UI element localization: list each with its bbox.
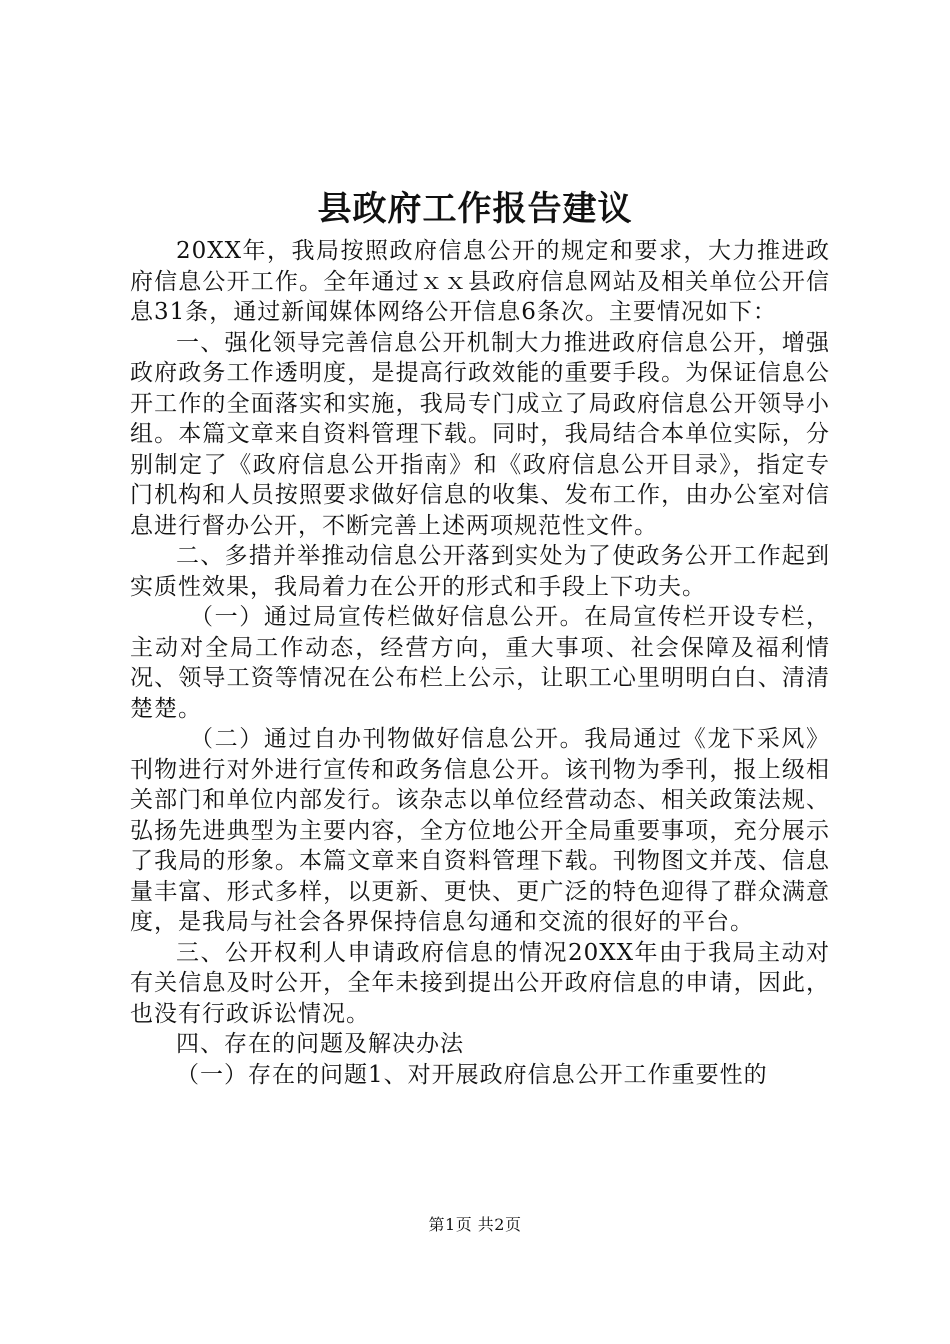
paragraph-section-2-item-1: （一）通过局宣传栏做好信息公开。在局宣传栏开设专栏，主动对全局工作动态，经营方向，重大事项、社会保障及福利情况、领导工资等情况在公布栏上公示，让职工心里明明白白、清清楚楚。 <box>130 604 830 722</box>
document-title: 县政府工作报告建议 <box>317 189 633 229</box>
paragraph-section-4-item-1: （一）存在的问题1、对开展政府信息公开工作重要性的 <box>176 1061 768 1088</box>
paragraph-intro: 20XX年，我局按照政府信息公开的规定和要求，大力推进政府信息公开工作。全年通过ｘｘ县政府信息网站及相关单位公开信息31条，通过新闻媒体网络公开信息6条次。主要情况如下： <box>130 238 830 325</box>
paragraph-section-2: 二、多措并举推动信息公开落到实处为了使政务公开工作起到实质性效果，我局着力在公开的形式和手段上下功夫。 <box>130 543 830 600</box>
paragraph-section-2-item-2: （二）通过自办刊物做好信息公开。我局通过《龙下采风》刊物进行对外进行宣传和政务信息公开。该刊物为季刊，报上级相关部门和单位内部发行。该杂志以单位经营动态、相关政策法规、弘扬先进典型为主要内容，全方位地公开全局重要事项，充分展示了我局的形象。本篇文章来自资料管理下载。刊物图文并茂、信息量丰富、形式多样，以更新、更快、更广泛的特色迎得了群众满意度，是我局与社会各界保持信息勾通和交流的很好的平台。 <box>130 726 830 935</box>
page-footer: 第1页 共2页 <box>428 1215 522 1234</box>
paragraph-section-4: 四、存在的问题及解决办法 <box>176 1031 464 1057</box>
paragraph-section-1: 一、强化领导完善信息公开机制大力推进政府信息公开，增强政府政务工作透明度，是提高行政效能的重要手段。为保证信息公开工作的全面落实和实施，我局专门成立了局政府信息公开领导小组。本篇文章来自资料管理下载。同时，我局结合本单位实际，分别制定了《政府信息公开指南》和《政府信息公开目录》，指定专门机构和人员按照要求做好信息的收集、发布工作，由办公室对信息进行督办公开，不断完善上述两项规范性文件。 <box>130 329 830 539</box>
paragraph-section-3: 三、公开权利人申请政府信息的情况20XX年由于我局主动对有关信息及时公开，全年未接到提出公开政府信息的申请，因此，也没有行政诉讼情况。 <box>130 939 830 1027</box>
document-body <box>130 236 830 1090</box>
